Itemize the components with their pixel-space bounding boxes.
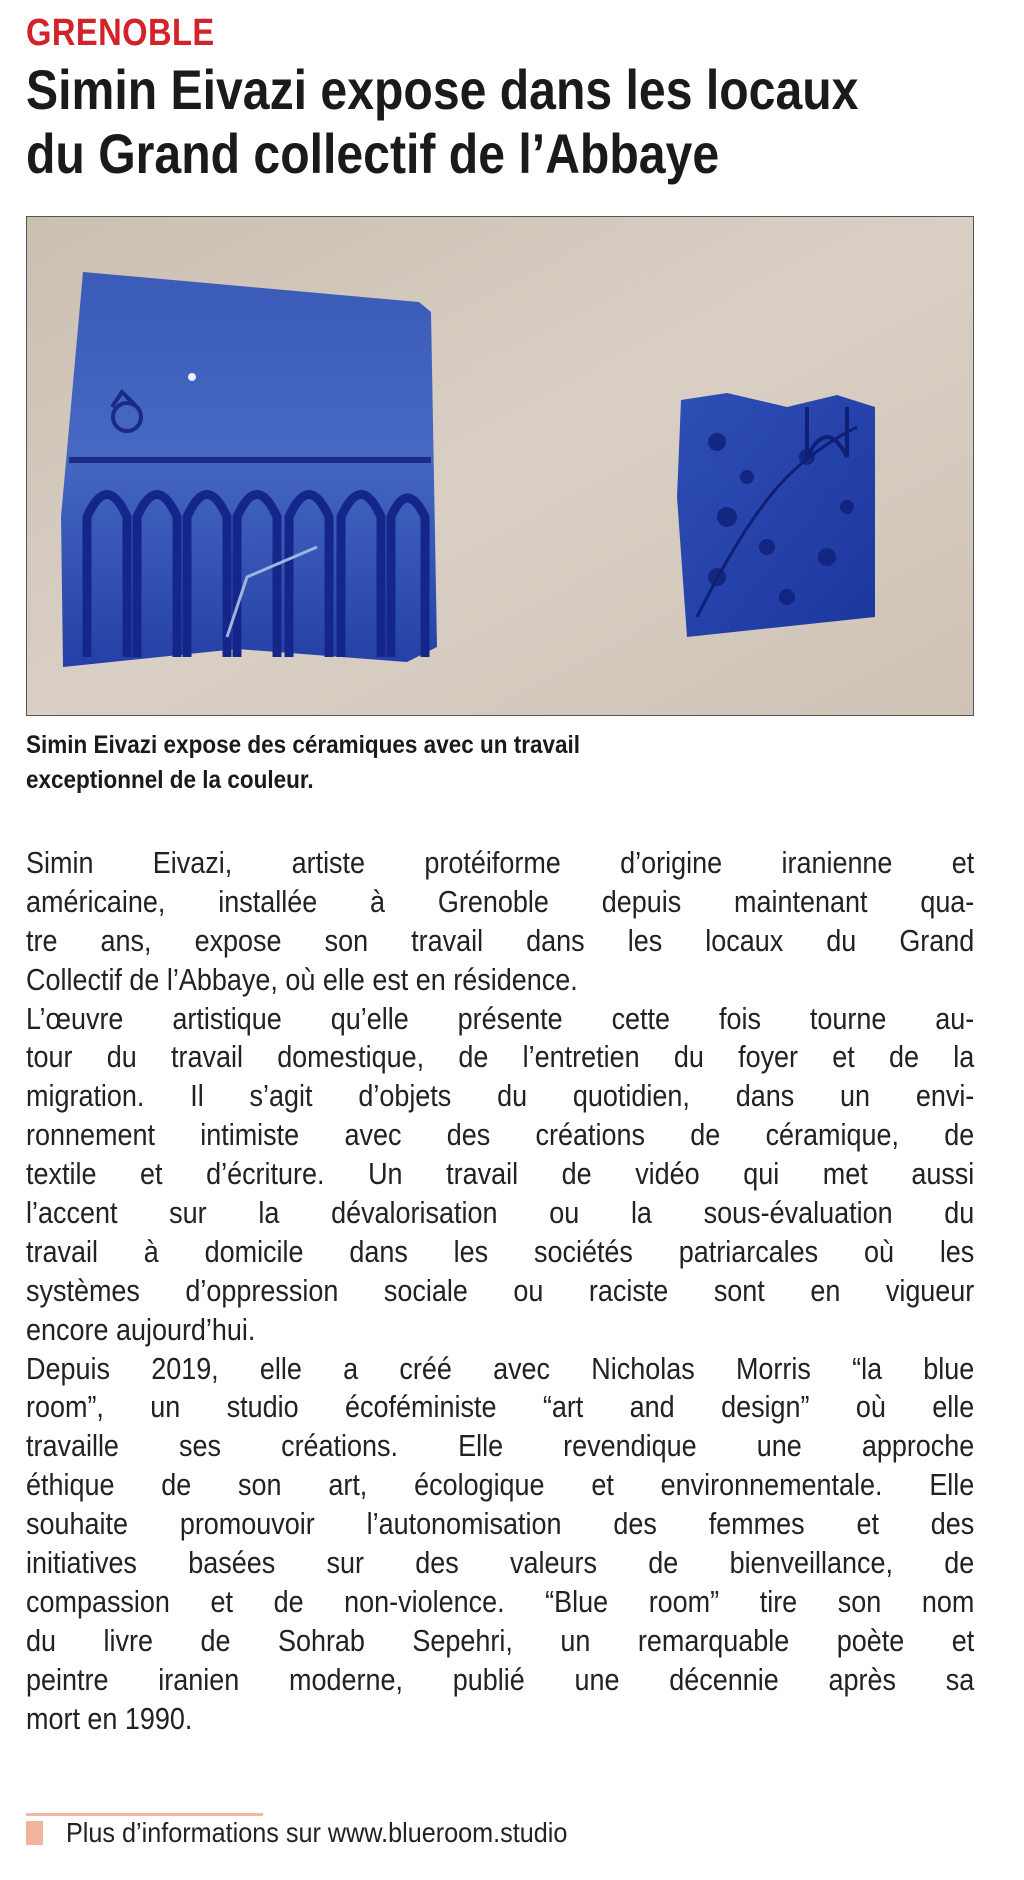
body-line: tre ans, expose son travail dans les locaux du Grand [26,922,975,958]
body-line: encore aujourd’hui. [26,1311,256,1347]
caption-line: Simin Eivazi expose des céramiques avec un travail [26,731,581,759]
body-line: souhaite promouvoir l’autonomisation des femmes et des [26,1506,975,1542]
article [26,10,974,1738]
body-line: ronnement intimiste avec des créations de céramique, de [26,1117,975,1153]
article-body [26,844,974,1738]
caption-line: exceptionnel de la couleur. [26,766,314,794]
body-line: Depuis 2019, elle a créé avec Nicholas Morris “la blue [26,1350,975,1386]
section-label: GRENOBLE [26,12,215,54]
body-line: Simin Eivazi, artiste protéiforme d’origine iranienne et [26,845,975,880]
footer-accent-square [26,1821,43,1845]
ceramics-photo-illustration [27,217,974,716]
more-info-link[interactable]: Plus d’informations sur www.blueroom.studio [66,1817,568,1848]
body-line: américaine, installée à Grenoble depuis maintenant qua- [26,883,975,919]
body-line: systèmes d’oppression sociale ou raciste sont en vigueur [26,1272,975,1308]
body-line: travail à domicile dans les sociétés patriarcales où les [26,1233,975,1269]
headline [26,58,981,186]
body-line: peintre iranien moderne, publié une décennie après sa [26,1661,975,1697]
body-line: travaille ses créations. Elle revendique une approche [26,1428,975,1464]
body-line: l’accent sur la dévalorisation ou la sous-évaluation du [26,1195,975,1231]
body-line: L’œuvre artistique qu’elle présente cette fois tourne au- [26,1000,975,1036]
body-line: migration. Il s’agit d’objets du quotidien, dans un envi- [26,1078,975,1114]
body-line: textile et d’écriture. Un travail de vidéo qui met aussi [26,1156,975,1192]
body-line: tour du travail domestique, de l’entretien du foyer et de la [26,1039,975,1075]
body-line: mort en 1990. [26,1700,193,1736]
body-line: éthique de son art, écologique et environnementale. Elle [26,1467,975,1503]
body-line: room”, un studio écoféministe “art and design” où elle [26,1389,975,1425]
headline-line: Simin Eivazi expose dans les locaux [26,58,859,121]
article-photo [26,216,974,716]
large-ceramic-tile [61,272,437,667]
photo-caption [26,728,971,798]
body-line: initiatives basées sur des valeurs de bienveillance, de [26,1545,975,1581]
small-ceramic-tile [677,393,875,637]
body-line: compassion et de non-violence. “Blue room” tire son nom [26,1583,975,1619]
body-line: Collectif de l’Abbaye, où elle est en résidence. [26,961,578,997]
body-line: du livre de Sohrab Sepehri, un remarquable poète et [26,1622,975,1658]
headline-line: du Grand collectif de l’Abbaye [26,122,720,185]
more-info-footer [26,1813,974,1853]
